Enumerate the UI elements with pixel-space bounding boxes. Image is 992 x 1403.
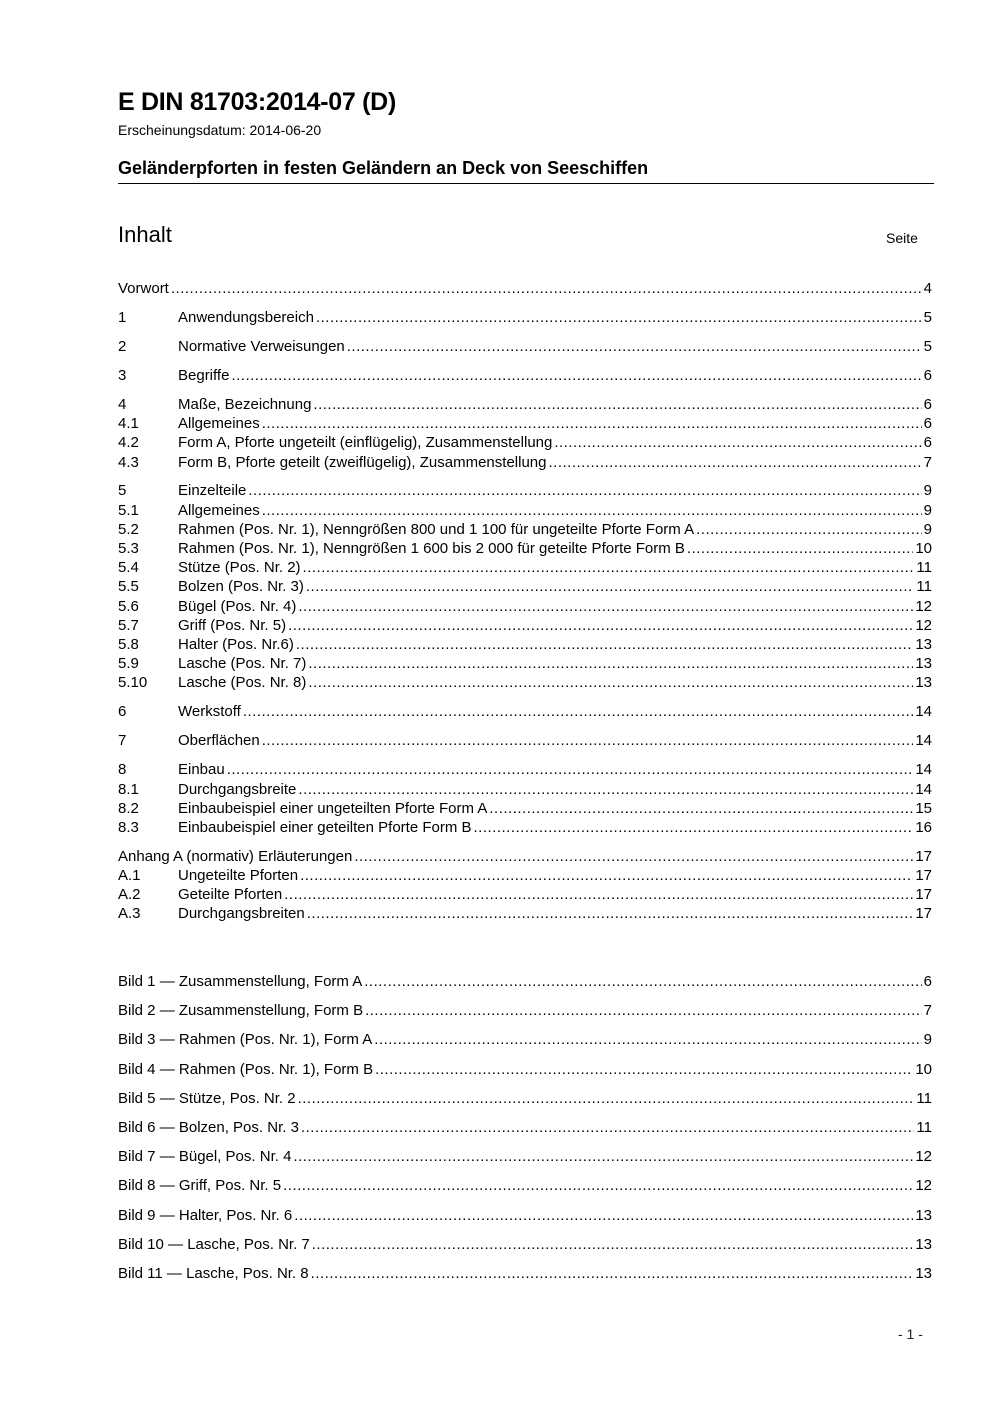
toc-entry-number: 8.3 [118,818,139,836]
figure-entry[interactable] [118,1235,932,1264]
toc-entry-page: 14 [915,703,932,721]
figure-entry-title: Bild 3 — Rahmen (Pos. Nr. 1), Form A [118,1031,373,1049]
toc-entry-page: 10 [915,540,932,558]
toc-entry-page: 5 [923,308,932,326]
dot-leader [283,1176,913,1195]
toc-entry-page: 12 [915,616,932,634]
toc-entry-title: Vorwort [118,280,169,297]
toc-entry-title: Durchgangsbreiten [178,905,305,923]
figure-entry-title: Bild 1 — Zusammenstellung, Form A [118,973,363,990]
dot-leader [489,799,913,818]
dot-leader [696,520,922,539]
toc-entry-page: 17 [915,867,932,885]
toc-entry-page: 17 [915,886,932,904]
toc-entry-number: 5 [118,482,127,500]
dot-leader [262,501,922,520]
toc-entry[interactable] [118,337,932,356]
toc-entry-title: Anhang A (normativ) Erläuterungen [118,847,353,865]
toc-entry-number: 8 [118,761,127,779]
figure-entry-title: Bild 4 — Rahmen (Pos. Nr. 1), Form B [118,1060,374,1078]
document-title: Geländerpforten in festen Geländern an Deck von Seeschiffen [118,158,934,184]
dot-leader [284,885,913,904]
toc-entry-title: Lasche (Pos. Nr. 7) [178,655,307,673]
toc-entry-number: 8.1 [118,780,139,798]
figure-entry[interactable] [118,1206,932,1235]
toc-entry-number: 1 [118,308,127,326]
dot-leader [364,972,921,991]
dot-leader [262,414,922,433]
toc-entry[interactable] [118,673,932,692]
dot-leader [687,539,913,558]
toc-entry-title: Werkstoff [178,703,241,721]
dot-leader [298,1089,915,1108]
toc-entry-title: Bolzen (Pos. Nr. 3) [178,578,304,596]
toc-entry-page: 9 [923,501,932,519]
toc-entry[interactable] [118,799,932,818]
figure-entry[interactable] [118,1060,932,1089]
toc-entry[interactable] [118,577,932,596]
dot-leader [306,577,915,596]
toc-entry[interactable] [118,308,932,327]
figure-entry[interactable] [118,1118,932,1147]
toc-entry[interactable] [118,414,932,433]
dot-leader [227,760,914,779]
toc-entry-page: 14 [915,732,932,750]
figure-entry[interactable] [118,972,932,1001]
toc-entry-number: 4 [118,395,127,413]
toc-entry-page: 7 [923,453,932,471]
dot-leader [313,395,921,414]
toc-entry-number: 3 [118,366,127,384]
figure-entry-title: Bild 10 — Lasche, Pos. Nr. 7 [118,1235,310,1253]
figure-entry-page: 7 [923,1002,932,1020]
figure-entry-page: 9 [923,1031,932,1049]
toc-entry-title: Normative Verweisungen [178,337,345,355]
toc-entry-page: 6 [923,434,932,452]
dot-leader [300,866,913,885]
figure-entry-page: 13 [915,1264,932,1282]
toc-entry-page: 11 [916,559,932,577]
toc-entry-page: 12 [915,597,932,615]
toc-entry-number: 5.8 [118,635,139,653]
toc-entry[interactable] [118,520,932,539]
toc-entry-number: 5.3 [118,540,139,558]
toc-entry-number: A.2 [118,886,141,904]
toc-entry-title: Lasche (Pos. Nr. 8) [178,674,307,692]
figure-entry-title: Bild 2 — Zusammenstellung, Form B [118,1002,364,1020]
toc-entry-number: A.1 [118,867,141,885]
figure-entry-title: Bild 9 — Halter, Pos. Nr. 6 [118,1206,293,1224]
table-of-contents [118,279,932,924]
toc-entry[interactable] [118,904,932,923]
toc-entry-page: 13 [915,655,932,673]
toc-entry[interactable] [118,731,932,750]
toc-entry-page: 5 [923,337,932,355]
toc-entry[interactable] [118,818,932,837]
figure-entry[interactable] [118,1264,932,1293]
dot-leader [347,337,922,356]
figure-entry[interactable] [118,1030,932,1059]
publication-date: Erscheinungsdatum: 2014-06-20 [118,122,322,138]
figure-entry-title: Bild 11 — Lasche, Pos. Nr. 8 [118,1264,309,1282]
dot-leader [365,1001,922,1020]
toc-entry-title: Ungeteilte Pforten [178,867,299,885]
figure-entry-page: 12 [915,1177,932,1195]
toc-entry-title: Form B, Pforte geteilt (zweiflügelig), Zusammenstellung [178,453,547,471]
toc-entry-title: Einbaubeispiel einer geteilten Pforte Form B [178,818,472,836]
toc-entry[interactable] [118,616,932,635]
toc-entry-title: Allgemeines [178,415,260,433]
toc-entry-number: A.3 [118,905,141,923]
toc-entry-page: 13 [915,635,932,653]
document-number: E DIN 81703:2014-07 (D) [118,88,396,116]
toc-entry[interactable] [118,597,932,616]
toc-entry-page: 14 [915,761,932,779]
toc-entry-title: Maße, Bezeichnung [178,395,312,413]
figure-entry-page: 6 [923,973,932,990]
dot-leader [308,654,913,673]
dot-leader [316,308,922,327]
figure-entry-title: Bild 6 — Bolzen, Pos. Nr. 3 [118,1118,299,1136]
figure-entry-title: Bild 7 — Bügel, Pos. Nr. 4 [118,1148,292,1166]
toc-entry[interactable] [118,453,932,472]
toc-entry-title: Rahmen (Pos. Nr. 1), Nenngrößen 1 600 bis 2 000 für geteilte Pforte Form B [178,540,685,558]
toc-entry-page: 16 [915,818,932,836]
toc-entry-number: 5.4 [118,559,139,577]
toc-entry[interactable] [118,760,932,779]
toc-entry-page: 6 [923,366,932,384]
toc-entry-number: 8.2 [118,799,139,817]
figure-entry[interactable] [118,1176,932,1205]
toc-entry[interactable] [118,866,932,885]
dot-leader [231,366,921,385]
dot-leader [298,780,913,799]
toc-entry-title: Einzelteile [178,482,247,500]
page-column-label: Seite [886,230,918,246]
toc-entry-number: 5.2 [118,520,139,538]
dot-leader [301,1118,915,1137]
figure-entry-page: 10 [915,1060,932,1078]
toc-entry-page: 14 [915,780,932,798]
toc-entry-page: 11 [916,578,932,596]
toc-entry-number: 7 [118,732,127,750]
toc-entry[interactable] [118,433,932,452]
toc-entry[interactable] [118,279,932,298]
toc-entry-title: Einbau [178,761,225,779]
figure-entry[interactable] [118,1001,932,1030]
toc-entry[interactable] [118,366,932,385]
dot-leader [296,635,913,654]
toc-entry[interactable] [118,395,932,414]
dot-leader [303,558,915,577]
toc-entry-number: 5.9 [118,655,139,673]
dot-leader [293,1147,913,1166]
toc-entry-title: Anwendungsbereich [178,308,314,326]
toc-entry[interactable] [118,885,932,904]
toc-entry-title: Stütze (Pos. Nr. 2) [178,559,301,577]
toc-entry[interactable] [118,635,932,654]
figure-entry-page: 12 [915,1148,932,1166]
toc-entry-number: 4.2 [118,434,139,452]
toc-entry-title: Durchgangsbreite [178,780,297,798]
toc-entry-page: 9 [923,482,932,500]
toc-entry-number: 5.7 [118,616,139,634]
toc-entry[interactable] [118,847,932,866]
dot-leader [294,1206,913,1225]
figure-entry-page: 11 [916,1089,932,1107]
dot-leader [375,1060,913,1079]
figure-entry-title: Bild 5 — Stütze, Pos. Nr. 2 [118,1089,296,1107]
figure-entry-page: 13 [915,1206,932,1224]
toc-entry-title: Allgemeines [178,501,260,519]
toc-entry-title: Einbaubeispiel einer ungeteilten Pforte Form A [178,799,488,817]
toc-entry[interactable] [118,539,932,558]
dot-leader [248,481,921,500]
toc-entry-number: 6 [118,703,127,721]
page-number: - 1 - [898,1326,923,1342]
figure-entry[interactable] [118,1147,932,1176]
toc-entry-page: 13 [915,674,932,692]
toc-entry-page: 17 [915,847,932,865]
dot-leader [311,1264,914,1283]
dot-leader [243,702,914,721]
figure-entry-page: 11 [916,1118,932,1136]
toc-entry-number: 5.6 [118,597,139,615]
dot-leader [307,904,914,923]
toc-entry-page: 15 [915,799,932,817]
dot-leader [288,616,913,635]
dot-leader [298,597,913,616]
dot-leader [171,279,922,298]
toc-entry-number: 4.3 [118,453,139,471]
toc-entry-title: Geteilte Pforten [178,886,283,904]
toc-heading: Inhalt [118,222,172,247]
figure-entry-title: Bild 8 — Griff, Pos. Nr. 5 [118,1177,282,1195]
toc-entry-title: Halter (Pos. Nr.6) [178,635,294,653]
toc-entry-number: 5.1 [118,501,139,519]
dot-leader [312,1235,914,1254]
toc-entry-number: 2 [118,337,127,355]
toc-entry[interactable] [118,654,932,673]
dot-leader [308,673,913,692]
toc-entry-title: Form A, Pforte ungeteilt (einflügelig), Zusammenstellung [178,434,553,452]
toc-entry-page: 17 [915,905,932,923]
toc-entry[interactable] [118,501,932,520]
toc-entry-title: Oberflächen [178,732,260,750]
toc-entry-title: Begriffe [178,366,230,384]
dot-leader [554,433,921,452]
toc-entry-page: 4 [923,280,932,297]
toc-entry-page: 9 [923,520,932,538]
toc-entry-number: 4.1 [118,415,139,433]
toc-entry-number: 5.5 [118,578,139,596]
dot-leader [474,818,914,837]
toc-entry-page: 6 [923,415,932,433]
dot-leader [262,731,914,750]
toc-entry[interactable] [118,558,932,577]
dot-leader [374,1030,921,1049]
dot-leader [548,453,921,472]
toc-entry[interactable] [118,780,932,799]
toc-entry[interactable] [118,481,932,500]
figure-entry[interactable] [118,1089,932,1118]
figure-entry-page: 13 [915,1235,932,1253]
toc-entry-page: 6 [923,395,932,413]
toc-entry-title: Rahmen (Pos. Nr. 1), Nenngrößen 800 und 1 100 für ungeteilte Pforte Form A [178,520,695,538]
toc-entry-number: 5.10 [118,674,148,692]
toc-entry[interactable] [118,702,932,721]
list-of-figures [118,972,932,1293]
toc-entry-title: Bügel (Pos. Nr. 4) [178,597,297,615]
dot-leader [354,847,913,866]
toc-entry-title: Griff (Pos. Nr. 5) [178,616,287,634]
